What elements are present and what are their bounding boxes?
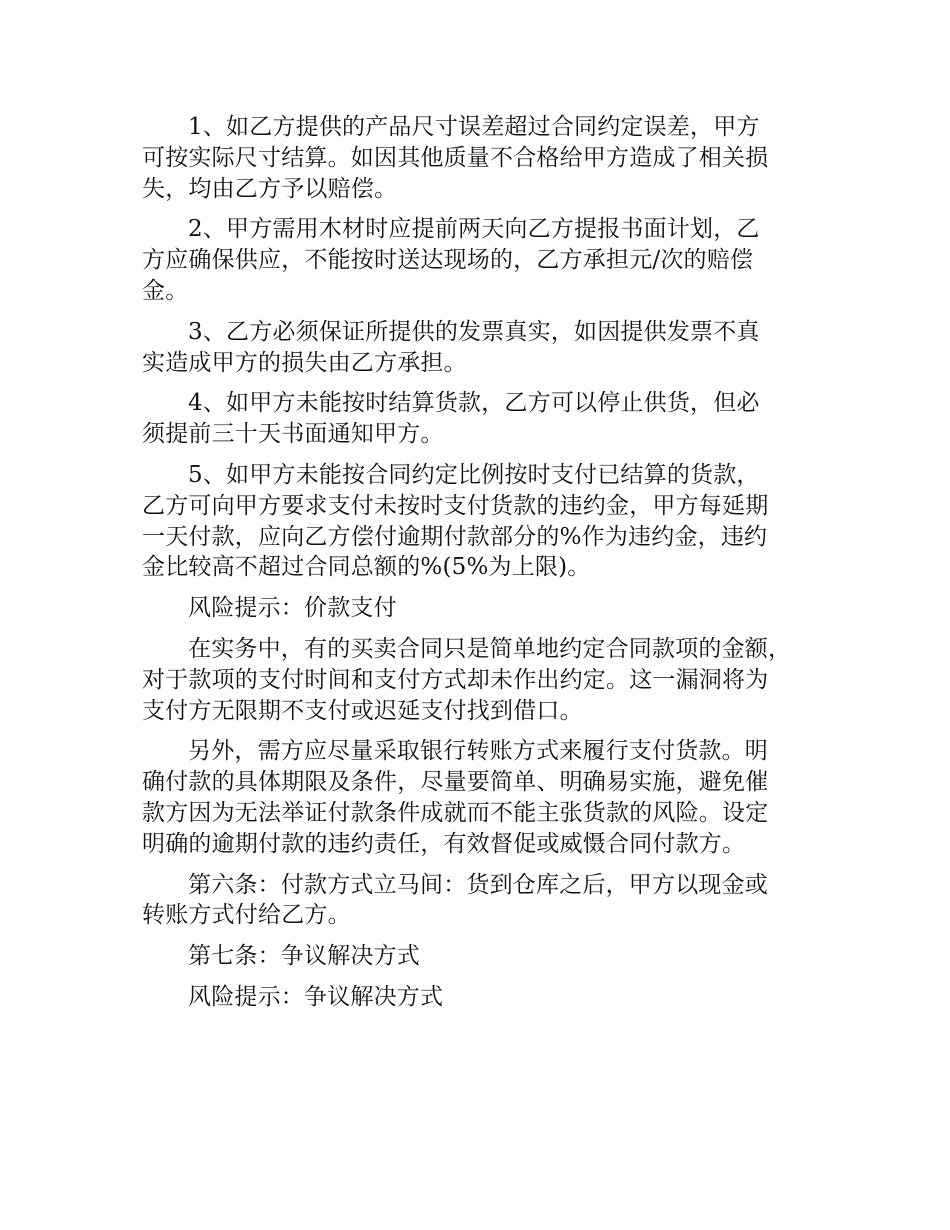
paragraph-clause-5 [142, 460, 814, 583]
text-line: 4、如甲方未能按时结算货款，乙方可以停止供货，但必 [188, 390, 760, 417]
paragraph-risk-payment-1 [142, 634, 814, 726]
text-line: 款方因为无法举证付款条件成就而不能主张货款的风险。设定 [142, 799, 769, 826]
paragraph-clause-2 [142, 214, 814, 306]
text-line: 3、乙方必须保证所提供的发票真实，如因提供发票不真 [188, 318, 760, 345]
text-line: 另外，需方应尽量采取银行转账方式来履行支付货款。明 [188, 738, 768, 765]
text-line: 确付款的具体期限及条件，尽量要简单、明确易实施，避免催 [142, 769, 769, 796]
text-line: 支付方无限期不支付或迟延支付找到借口。 [142, 697, 583, 724]
paragraph-clause-3 [142, 317, 814, 379]
text-line: 金。 [142, 277, 189, 304]
text-line: 实造成甲方的损失由乙方承担。 [142, 349, 467, 376]
paragraph-clause-1 [142, 112, 814, 204]
paragraph-clause-4 [142, 388, 814, 450]
text-line: 5、如甲方未能按合同约定比例按时支付已结算的货款， [188, 461, 760, 488]
text-line: 明确的逾期付款的违约责任，有效督促或威慑合同付款方。 [142, 830, 746, 857]
text-line: 失，均由乙方予以赔偿。 [142, 175, 398, 202]
text-line: 须提前三十天书面通知甲方。 [142, 421, 444, 448]
text-line: 在实务中，有的买卖合同只是简单地约定合同款项的金额， [188, 635, 792, 662]
text-line: 方应确保供应，不能按时送达现场的，乙方承担元/次的赔偿 [142, 247, 754, 274]
text-line: 风险提示：价款支付 [188, 595, 397, 622]
heading-risk-payment [142, 593, 814, 624]
heading-article-7 [142, 941, 814, 972]
heading-risk-dispute [142, 982, 814, 1013]
document-body [142, 112, 814, 1023]
text-line: 第六条：付款方式立马间：货到仓库之后，甲方以现金或 [188, 871, 768, 898]
text-line: 风险提示：争议解决方式 [188, 983, 444, 1010]
paragraph-risk-payment-2 [142, 736, 814, 859]
text-line: 对于款项的支付时间和支付方式却未作出约定。这一漏洞将为 [142, 666, 769, 693]
text-line: 1、如乙方提供的产品尺寸误差超过合同约定误差，甲方 [188, 114, 760, 140]
text-line: 金比较高不超过合同总额的%(5%为上限)。 [142, 554, 591, 581]
text-line: 第七条：争议解决方式 [188, 943, 420, 970]
text-line: 2、甲方需用木材时应提前两天向乙方提报书面计划，乙 [188, 216, 760, 243]
text-line: 可按实际尺寸结算。如因其他质量不合格给甲方造成了相关损 [142, 144, 769, 171]
text-line: 转账方式付给乙方。 [142, 902, 351, 929]
text-line: 乙方可向甲方要求支付未按时支付货款的违约金，甲方每延期 [142, 492, 769, 519]
paragraph-article-6 [142, 870, 814, 932]
text-line: 一天付款，应向乙方偿付逾期付款部分的%作为违约金，违约 [142, 523, 768, 550]
